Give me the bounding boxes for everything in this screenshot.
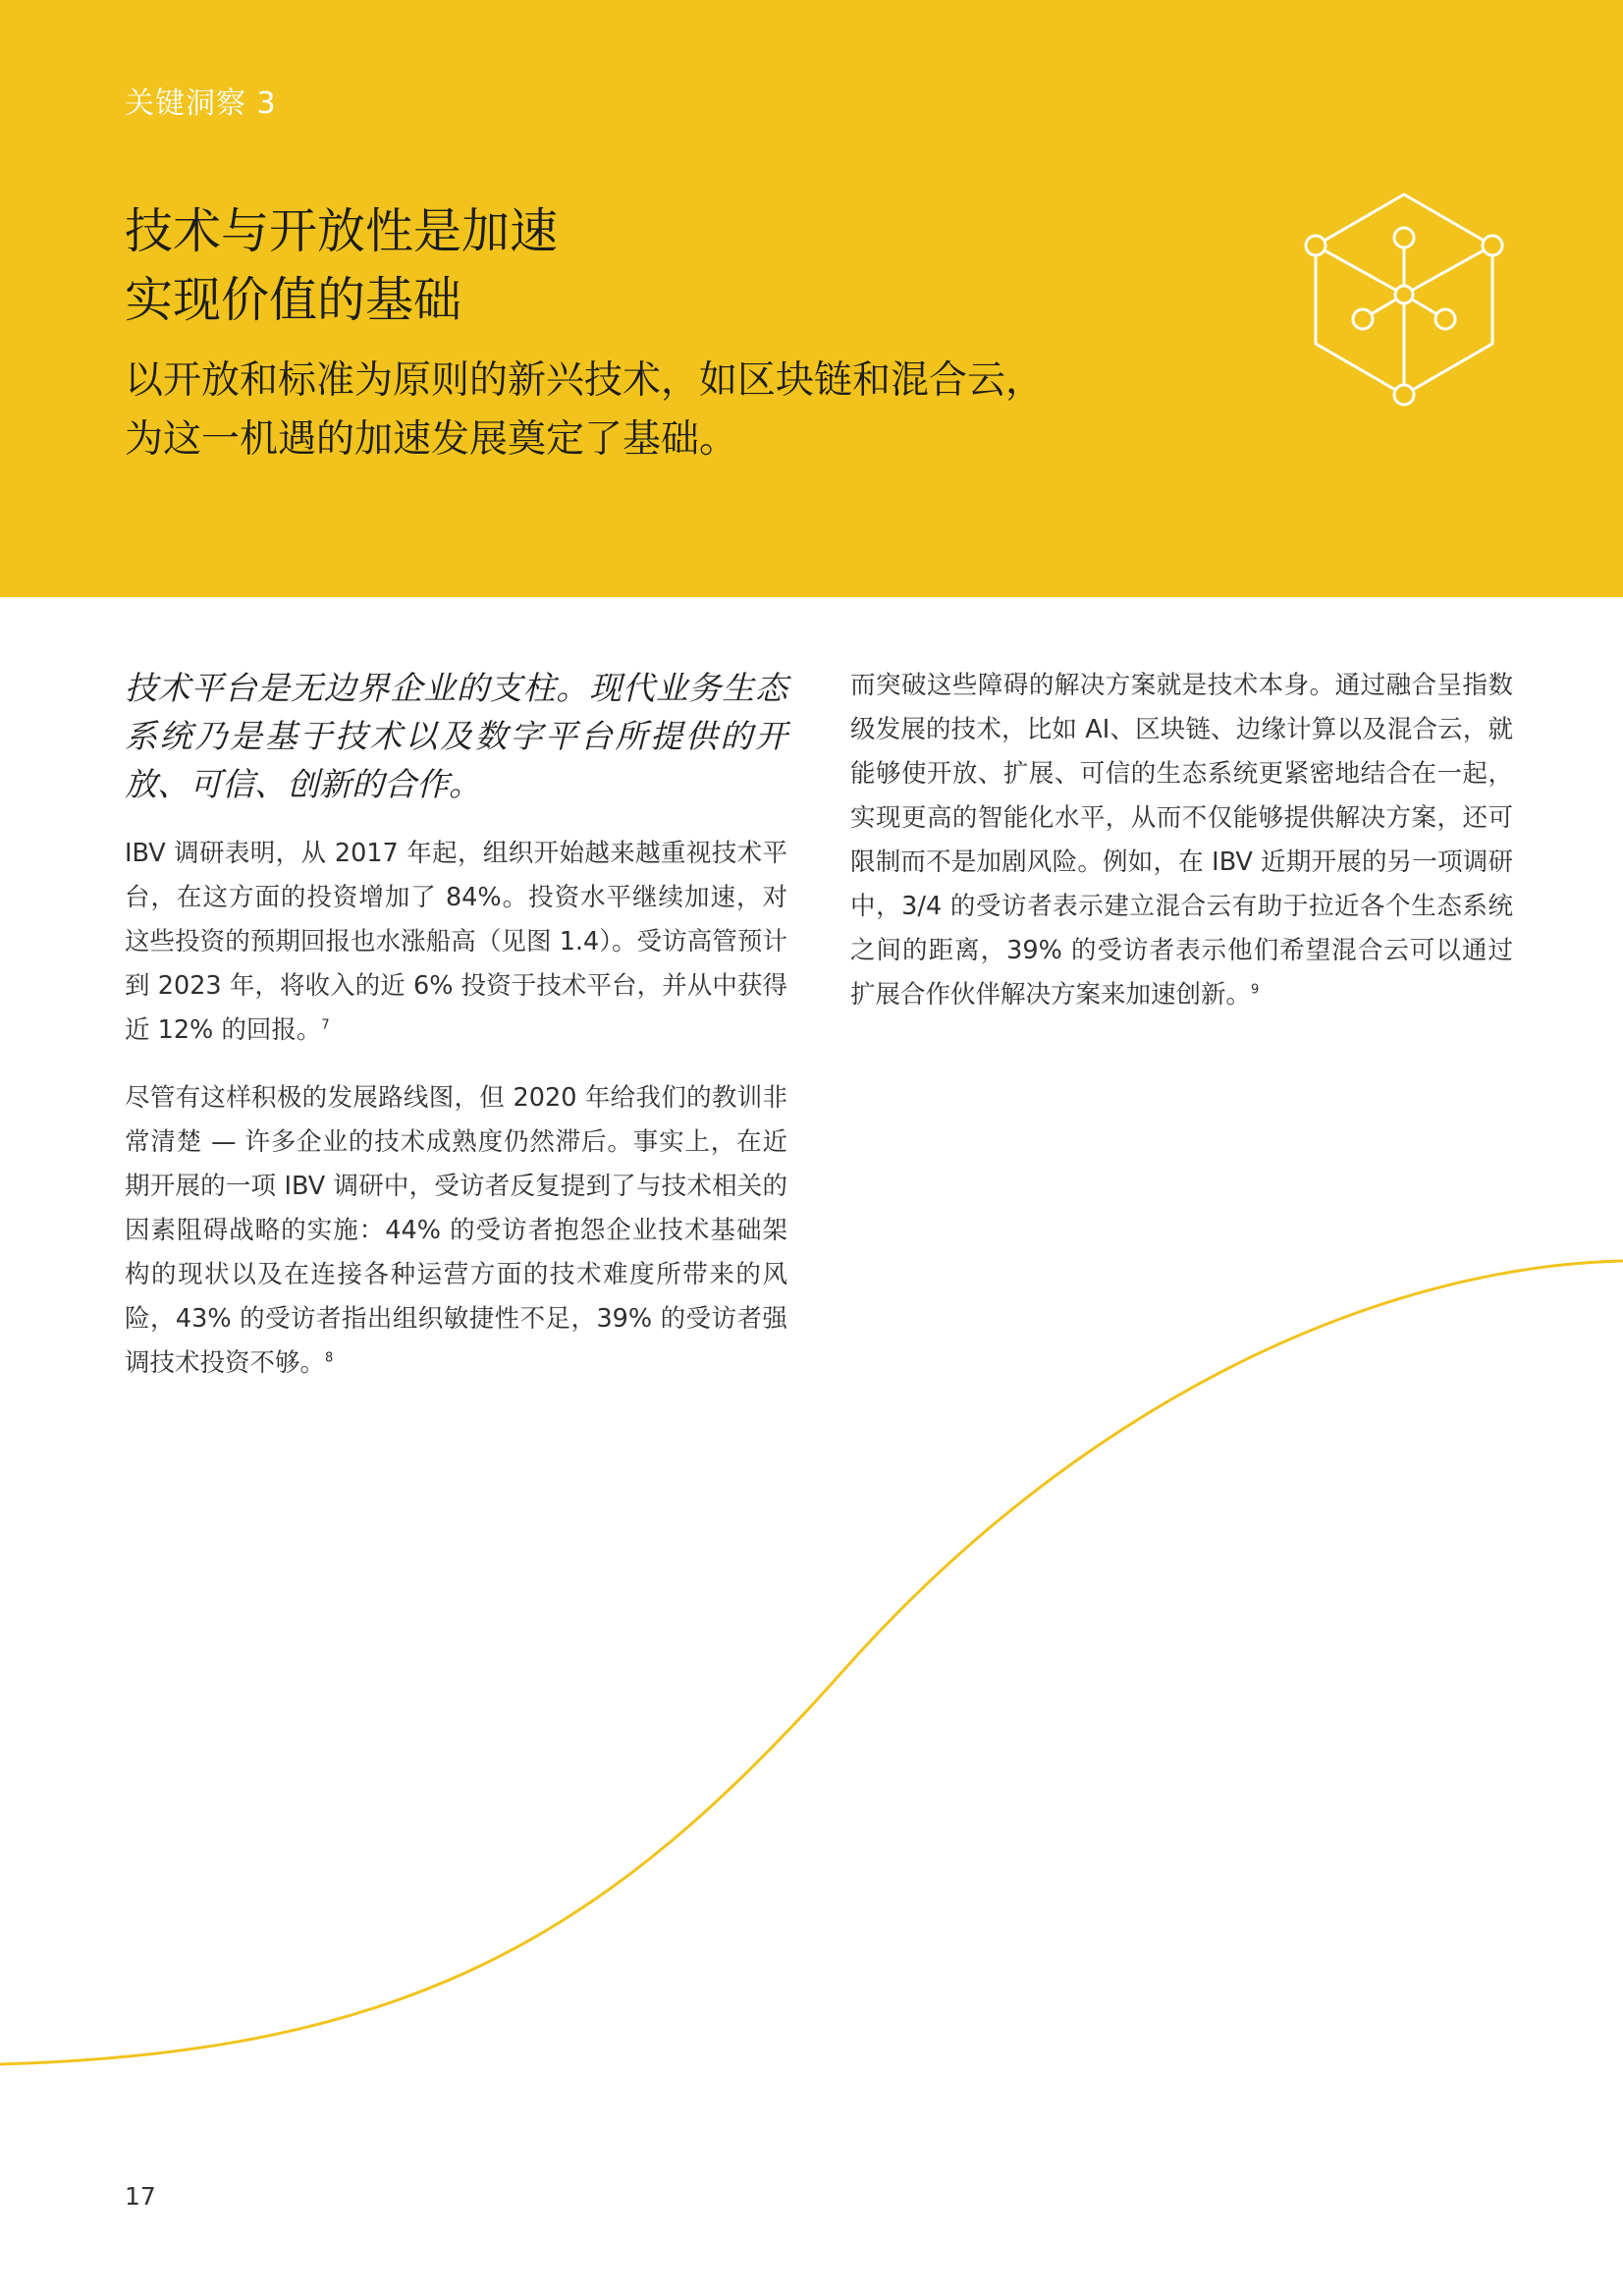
decorative-curve-line [0, 1247, 1623, 2092]
page-number: 17 [125, 2182, 156, 2211]
body-paragraph-1-text: IBV 调研表明，从 2017 年起，组织开始越来越重视技术平台，在这方面的投资增加了 84%。投资水平继续加速，对这些投资的预期回报也水涨船高（见图 1.4）。受访高管预计到 2023 年，将收入的近 6% 投资于技术平台，并从中获得近 12% 的回报。 [125, 839, 787, 1045]
page-subtitle-line-2: 为这一机遇的加速发展奠定了基础。 [125, 417, 738, 462]
network-cube-icon [1296, 187, 1512, 412]
page-title-line-1: 技术与开放性是加速 [125, 202, 559, 259]
footnote-ref-9: 9 [1251, 982, 1260, 998]
body-paragraph-1 [125, 832, 787, 1053]
body-paragraph-3 [850, 664, 1513, 1017]
page-subtitle-line-1: 以开放和标准为原则的新兴技术，如区块链和混合云， [125, 358, 1045, 403]
section-kicker: 关键洞察 3 [125, 86, 277, 121]
body-paragraph-2-text: 尽管有这样积极的发展路线图，但 2020 年给我们的教训非常清楚 — 许多企业的技术成熟度仍然滞后。事实上，在近期开展的一项 IBV 调研中，受访者反复提到了与技术相关的因素阻碍战略的实施：44% 的受访者抱怨企业技术基础架构的现状以及在连接各种运营方面的技术难度所带来的风险，43% 的受访者指出组织敏捷性不足，39% 的受访者强调技术投资不够。 [125, 1083, 787, 1378]
hero-banner [0, 0, 1623, 597]
lead-paragraph: 技术平台是无边界企业的支柱。现代业务生态系统乃是基于技术以及数字平台所提供的开放、可信、创新的合作。 [125, 669, 787, 803]
body-paragraph-3-text: 而突破这些障碍的解决方案就是技术本身。通过融合呈指数级发展的技术，比如 AI、区块链、边缘计算以及混合云，就能够使开放、扩展、可信的生态系统更紧密地结合在一起，实现更高的智能化水平，从而不仅能够提供解决方案，还可限制而不是加剧风险。例如，在 IBV 近期开展的另一项调研中，3/4 的受访者表示建立混合云有助于拉近各个生态系统之间的距离，39% 的受访者表示他们希望混合云可以通过扩展合作伙伴解决方案来加速创新。 [850, 671, 1513, 1010]
page-title-line-2: 实现价值的基础 [125, 271, 462, 328]
page-subtitle [125, 352, 1107, 469]
page-title [125, 197, 1008, 335]
right-column [850, 664, 1513, 1041]
footnote-ref-8: 8 [325, 1350, 334, 1366]
footnote-ref-7: 7 [321, 1017, 330, 1033]
